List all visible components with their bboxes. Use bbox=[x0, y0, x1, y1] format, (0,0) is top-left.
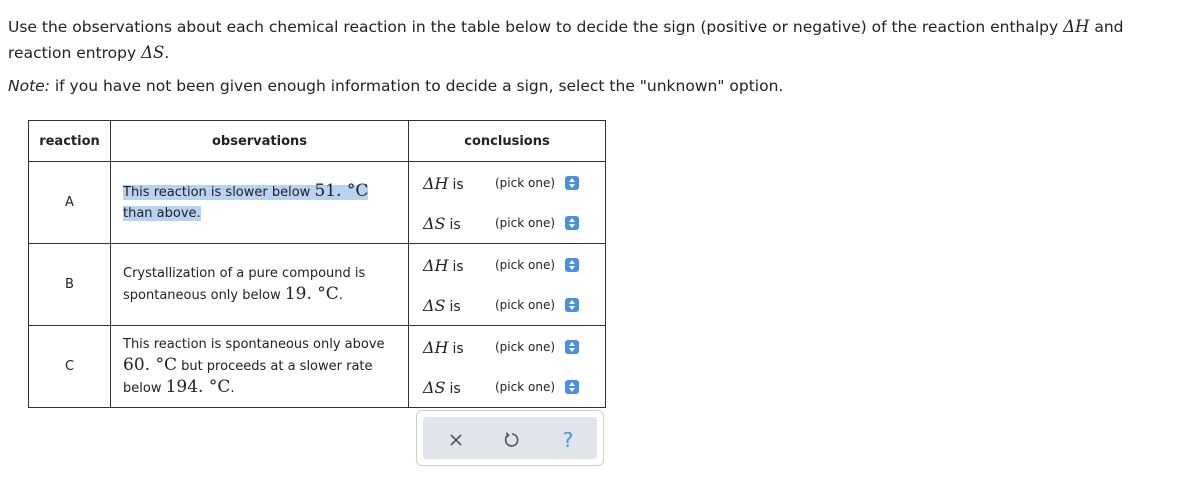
observation-text: Crystallization of a pure compound is spontaneous only below bbox=[123, 266, 366, 303]
close-icon bbox=[449, 433, 463, 447]
clear-button[interactable] bbox=[443, 427, 469, 453]
delta-s-conclusion bbox=[423, 212, 579, 234]
select-value: (pick one) bbox=[495, 298, 556, 312]
chevron-updown-icon bbox=[565, 176, 579, 190]
delta-h-symbol: ΔH bbox=[1063, 17, 1090, 36]
answer-toolbar bbox=[416, 410, 604, 466]
delta-s-conclusion bbox=[423, 294, 579, 316]
observation-text: This reaction is slower below bbox=[123, 185, 315, 200]
chevron-updown-icon bbox=[565, 380, 579, 394]
reaction-letter: B bbox=[29, 244, 111, 326]
header-observations: observations bbox=[111, 121, 409, 162]
delta-h-conclusion bbox=[423, 172, 579, 194]
instructions-text-1: Use the observations about each chemical reaction in the table below to decide the sign (positive or negative) of the reaction enthalpy bbox=[8, 18, 1064, 36]
header-conclusions: conclusions bbox=[409, 121, 606, 162]
delta-s-conclusion bbox=[423, 376, 579, 398]
select-value: (pick one) bbox=[495, 216, 556, 230]
temperature-value: 51. °C bbox=[314, 181, 369, 201]
is-label: is bbox=[449, 298, 461, 315]
table-row bbox=[29, 162, 606, 244]
observation-text: than above. bbox=[123, 206, 201, 221]
chevron-updown-icon bbox=[565, 216, 579, 230]
delta-s-select[interactable] bbox=[489, 213, 579, 233]
delta-h-conclusion bbox=[423, 254, 579, 276]
delta-s-symbol: ΔS bbox=[141, 43, 165, 62]
is-label: is bbox=[449, 216, 461, 233]
help-icon: ? bbox=[562, 428, 574, 452]
delta-s-label: ΔS bbox=[423, 213, 446, 233]
observation bbox=[111, 244, 409, 326]
is-label: is bbox=[452, 176, 464, 193]
conclusions-cell bbox=[409, 244, 606, 326]
select-value: (pick one) bbox=[495, 176, 556, 190]
conclusions-cell bbox=[409, 326, 606, 408]
delta-h-label: ΔH bbox=[423, 173, 449, 193]
observation bbox=[111, 326, 409, 408]
table-header-row bbox=[29, 121, 606, 162]
delta-h-select[interactable] bbox=[489, 255, 579, 275]
delta-h-select[interactable] bbox=[489, 173, 579, 193]
reaction-letter: A bbox=[29, 162, 111, 244]
undo-button[interactable] bbox=[499, 427, 525, 453]
observation-text: but proceeds at a slower rate below bbox=[123, 359, 373, 396]
observation-text: This reaction is spontaneous only above bbox=[123, 337, 385, 352]
note-text: if you have not been given enough information to decide a sign, select the "unknown" option. bbox=[49, 77, 784, 95]
reactions-table bbox=[28, 120, 606, 408]
temperature-value: 19. °C bbox=[284, 284, 339, 304]
observation-text: . bbox=[338, 288, 343, 303]
delta-h-select[interactable] bbox=[489, 337, 579, 357]
is-label: is bbox=[452, 258, 464, 275]
chevron-updown-icon bbox=[565, 258, 579, 272]
note bbox=[8, 75, 783, 97]
delta-s-select[interactable] bbox=[489, 377, 579, 397]
instructions-text-3: . bbox=[164, 44, 170, 62]
help-button[interactable] bbox=[555, 427, 581, 453]
observation bbox=[111, 162, 409, 244]
select-value: (pick one) bbox=[495, 340, 556, 354]
temperature-value: 60. °C bbox=[123, 355, 177, 375]
conclusions-cell bbox=[409, 162, 606, 244]
table-row bbox=[29, 244, 606, 326]
toolbar-panel bbox=[423, 417, 597, 459]
observation-highlighted-text bbox=[123, 181, 369, 221]
undo-icon bbox=[503, 431, 521, 449]
instructions bbox=[8, 14, 1188, 66]
is-label: is bbox=[452, 340, 464, 357]
table-row bbox=[29, 326, 606, 408]
temperature-value: 194. °C bbox=[165, 377, 231, 397]
observation-text: . bbox=[230, 381, 235, 396]
header-reaction: reaction bbox=[29, 121, 111, 162]
delta-h-label: ΔH bbox=[423, 337, 449, 357]
delta-s-select[interactable] bbox=[489, 295, 579, 315]
chevron-updown-icon bbox=[565, 298, 579, 312]
note-label: Note: bbox=[8, 77, 50, 95]
select-value: (pick one) bbox=[495, 380, 556, 394]
chevron-updown-icon bbox=[565, 340, 579, 354]
instructions-text-2: and reaction entropy bbox=[8, 18, 1124, 62]
delta-s-label: ΔS bbox=[423, 377, 446, 397]
delta-h-label: ΔH bbox=[423, 255, 449, 275]
delta-s-label: ΔS bbox=[423, 295, 446, 315]
is-label: is bbox=[449, 380, 461, 397]
delta-h-conclusion bbox=[423, 336, 579, 358]
reaction-letter: C bbox=[29, 326, 111, 408]
select-value: (pick one) bbox=[495, 258, 556, 272]
